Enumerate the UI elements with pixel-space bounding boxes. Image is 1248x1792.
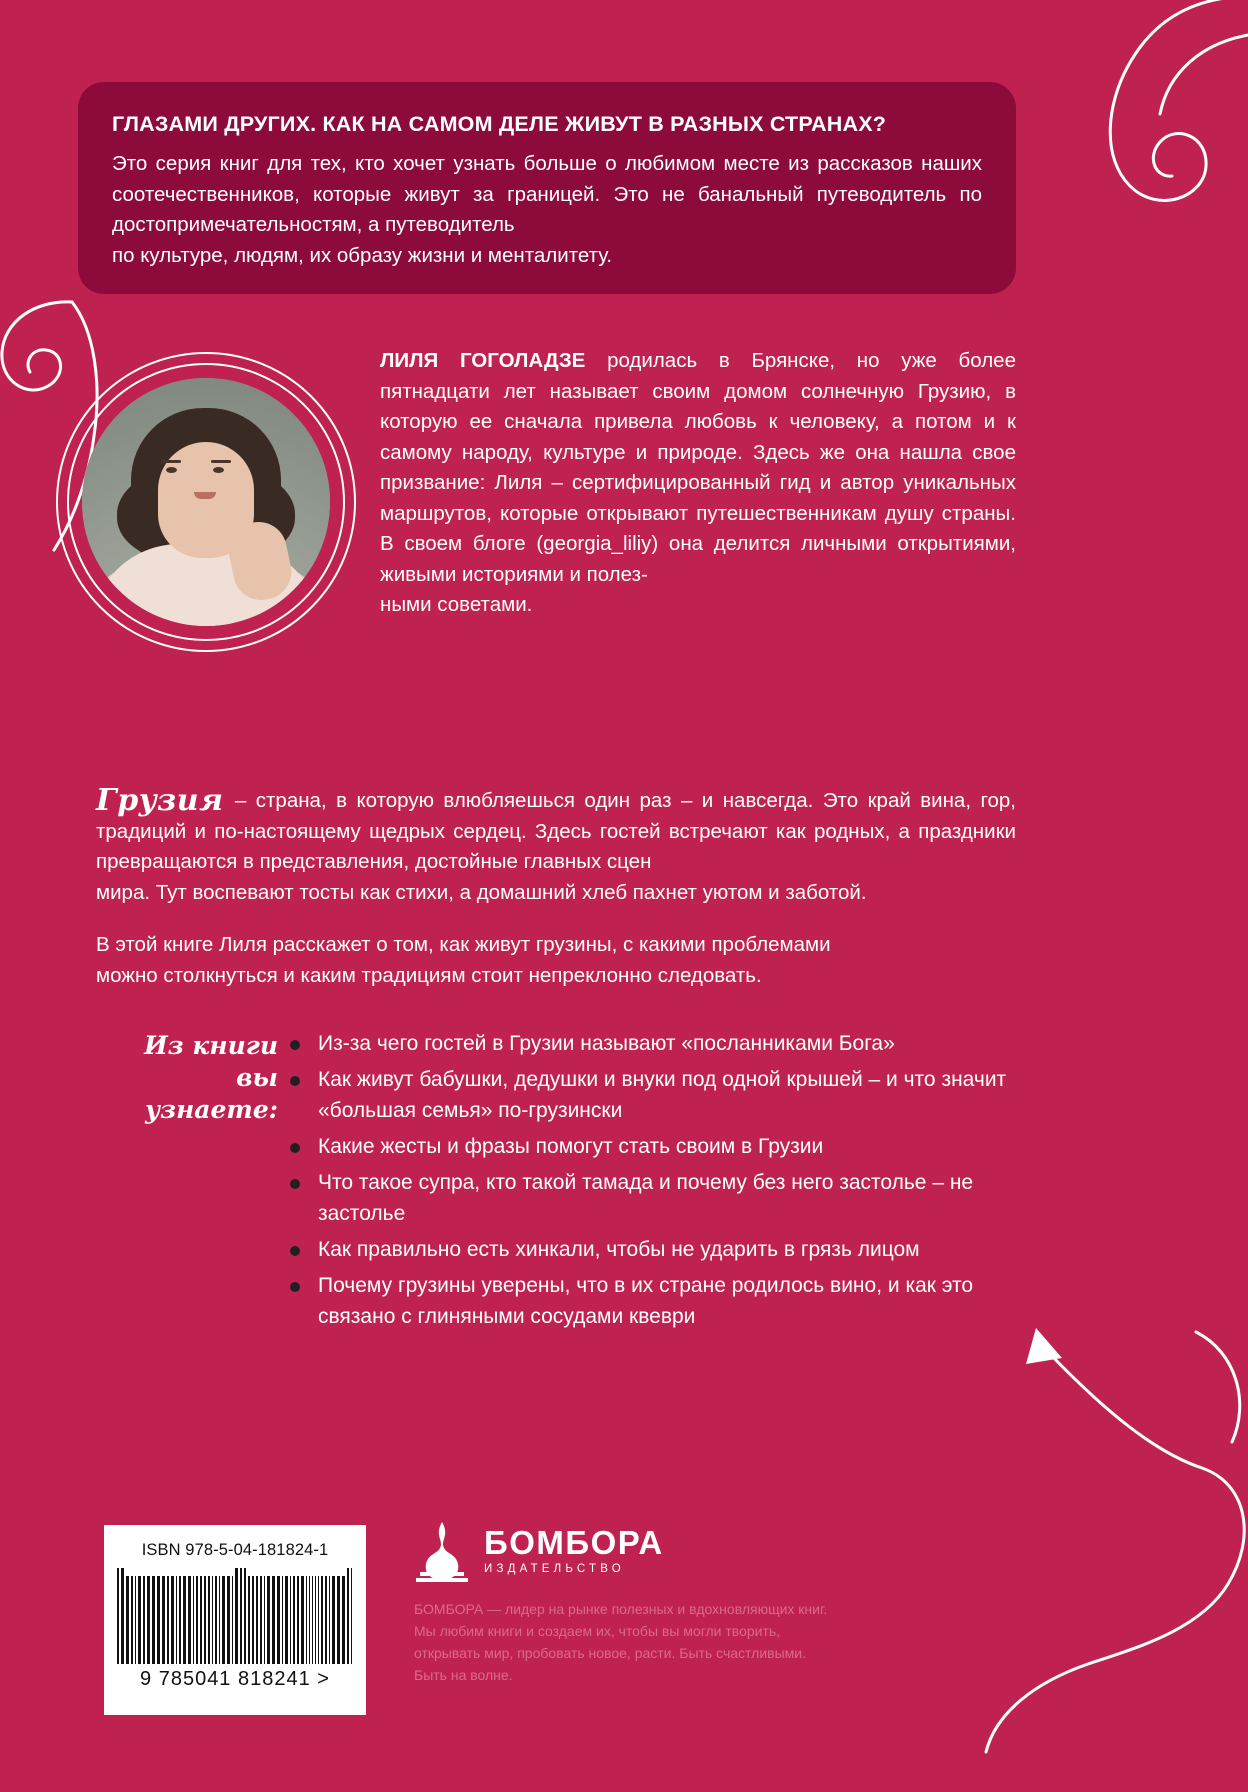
- avatar: [82, 378, 330, 626]
- author-bio: [380, 346, 1016, 621]
- learn-label-line-2: вы узнаете:: [145, 1063, 278, 1124]
- list-item: Как правильно есть хинкали, чтобы не ударить в грязь лицом: [288, 1234, 1016, 1265]
- author-bio-text: родилась в Брянске, но уже более пятнадцати лет называет своим домом солнечную Грузию, в которую ее сначала привела любовь к человеку, а потом и к самому народу, культуре и природе. Здесь же она нашла свое призвание: Лиля – сертифицированный гид и автор уникальных маршрутов, которые открывают путешественникам душу страны. В своем блоге (georgia_liliy) она делится личными открытиями, живыми историями и полез-: [380, 349, 1016, 586]
- list-item: Почему грузины уверены, что в их стране родилось вино, и как это связано с глиняными сосудами квеври: [288, 1270, 1016, 1332]
- author-photo: [56, 352, 356, 652]
- list-item: Из-за чего гостей в Грузии называют «посланниками Бога»: [288, 1028, 1016, 1059]
- series-description: [112, 149, 982, 271]
- list-item: Что такое супра, кто такой тамада и почему без него застолье – не застолье: [288, 1167, 1016, 1229]
- isbn-label: ISBN 978-5-04-181824-1: [141, 1541, 329, 1559]
- georgia-lead-word: Грузия: [96, 783, 224, 818]
- book-paragraph-last-line: можно столкнуться и каким традициям стоит непреклонно следовать.: [96, 963, 762, 987]
- publisher-subtitle: ИЗДАТЕЛЬСТВО: [484, 1563, 625, 1576]
- publisher-description: БОМБОРА — лидер на рынке полезных и вдохновляющих книг. Мы любим книги и создаем их, чтобы вы могли творить, открывать мир, пробовать новое, расти. Быть счастливыми. Быть на волне.: [414, 1601, 828, 1683]
- ean-digits: 9 785041 818241 >: [140, 1668, 330, 1690]
- book-paragraph: [96, 930, 1016, 991]
- author-bio-last-line: ными советами.: [380, 593, 533, 616]
- isbn-barcode-panel: [104, 1525, 366, 1715]
- georgia-paragraph-text: – страна, в которую влюбляешься один раз – и навсегда. Это край вина, гор, традиций и по-настоящему щедрых сердец. Здесь гостей встречают как родных, а праздники превращаются в представления, достойные главных сцен: [96, 789, 1016, 873]
- publisher-block: [414, 1520, 934, 1686]
- series-description-text: Это серия книг для тех, кто хочет узнать больше о любимом месте из рассказов наших соотечественников, которые живут за границей. Это не банальный путеводитель по достопримечательностям, а путеводитель: [112, 152, 982, 236]
- series-title: ГЛАЗАМИ ДРУГИХ. КАК НА САМОМ ДЕЛЕ ЖИВУТ В РАЗНЫХ СТРАНАХ?: [112, 112, 887, 136]
- learn-label-line-1: Из книги: [144, 1031, 278, 1060]
- learn-section-label: [98, 1030, 278, 1126]
- bombora-logo-icon: [414, 1520, 470, 1582]
- barcode: [114, 1568, 356, 1664]
- series-banner: [78, 82, 1016, 294]
- list-item: Как живут бабушки, дедушки и внуки под одной крышей – и что значит «большая семья» по-грузински: [288, 1064, 1016, 1126]
- series-description-last-line: по культуре, людям, их образу жизни и менталитету.: [112, 243, 613, 267]
- list-item: Какие жесты и фразы помогут стать своим в Грузии: [288, 1131, 1016, 1162]
- author-name: ЛИЛЯ ГОГОЛАДЗЕ: [380, 349, 586, 372]
- georgia-paragraph: [96, 783, 1016, 908]
- learn-topics-list: [288, 1028, 1016, 1337]
- book-paragraph-text: В этой книге Лиля расскажет о том, как живут грузины, с какими проблемами: [96, 933, 831, 956]
- publisher-name: БОМБОРА: [484, 1524, 664, 1562]
- georgia-paragraph-last-line: мира. Тут воспевают тосты как стихи, а домашний хлеб пахнет уютом и заботой.: [96, 880, 867, 904]
